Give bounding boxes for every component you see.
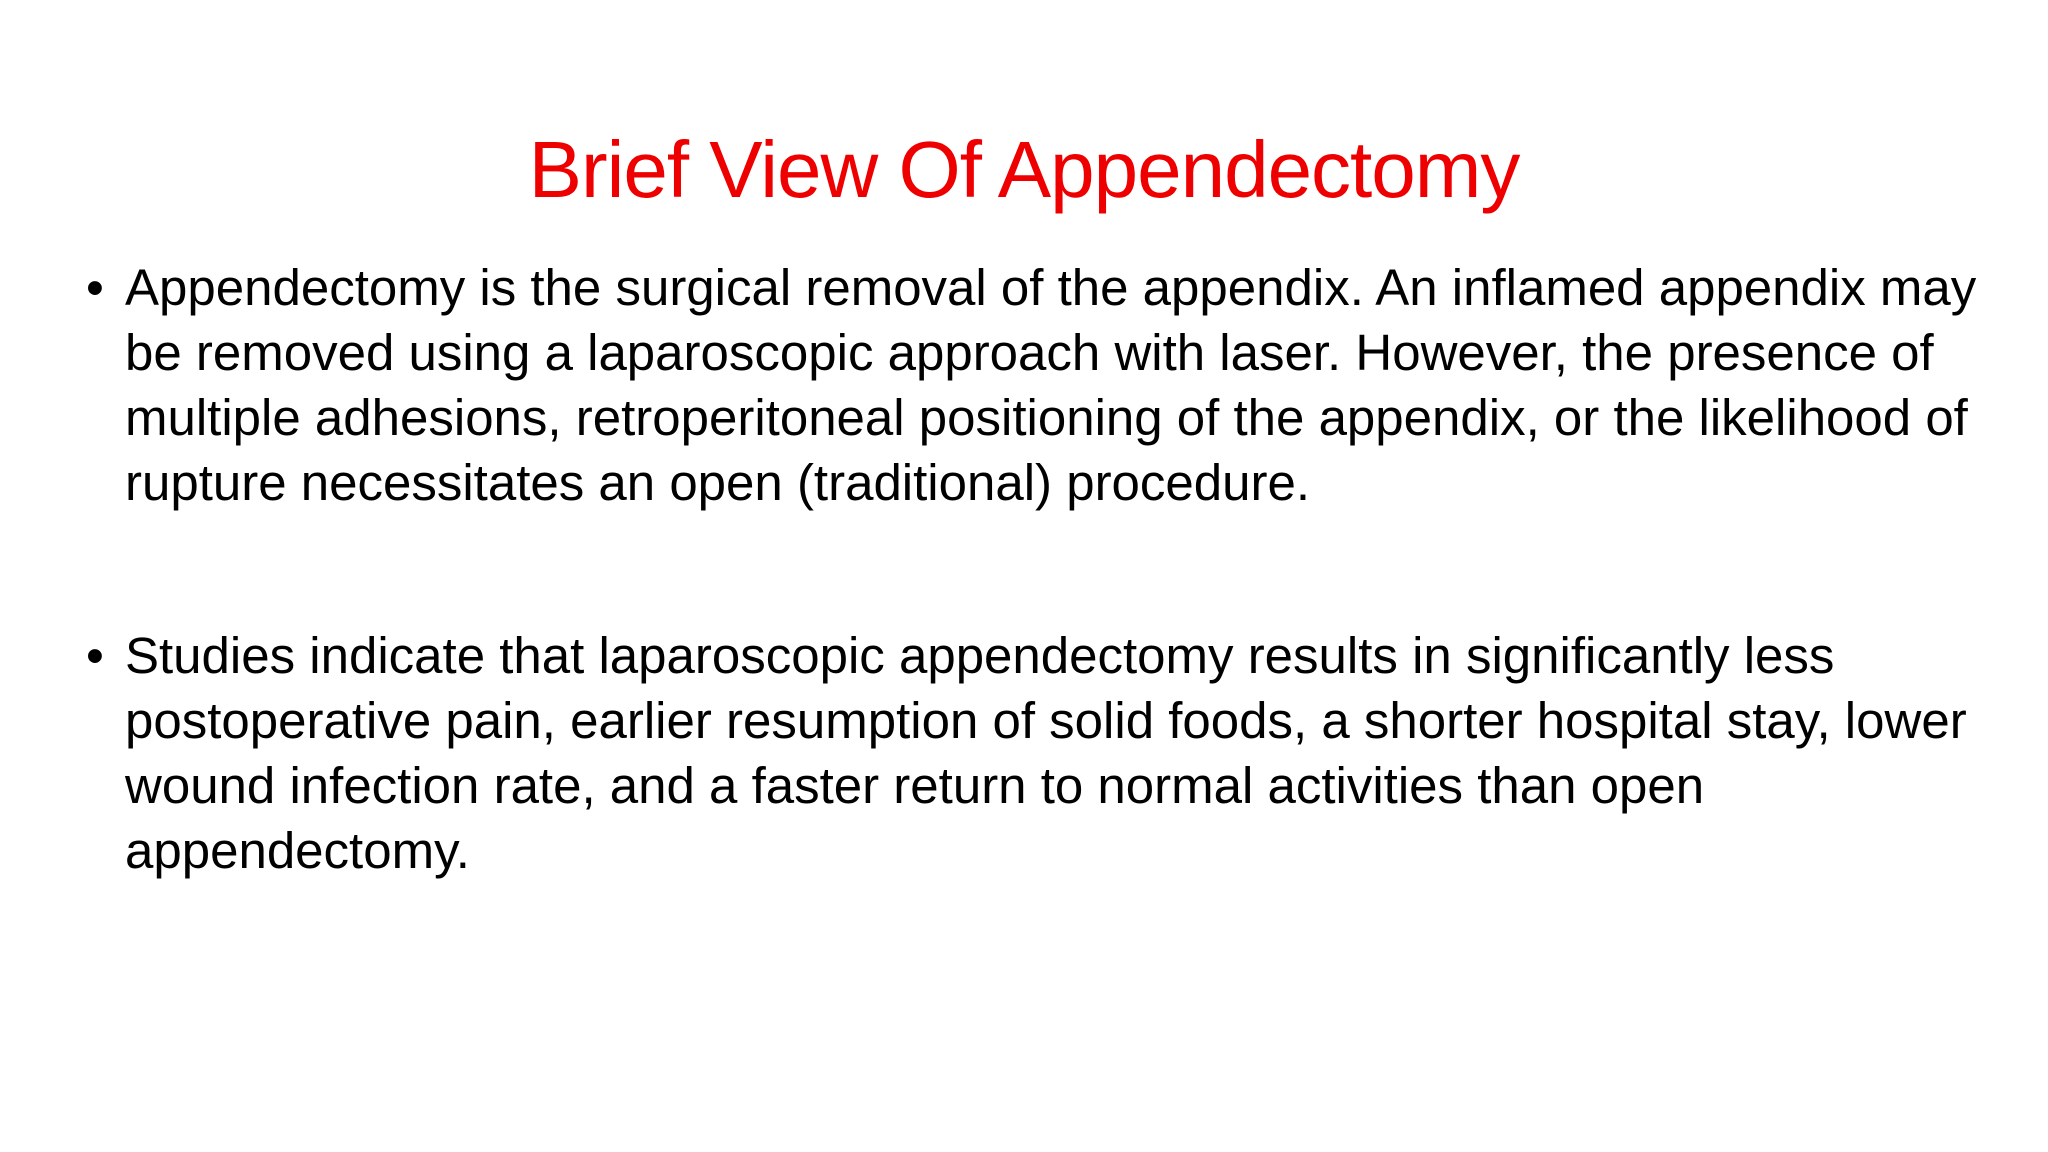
bullet-item	[82, 623, 1992, 883]
bullet-dot-icon: •	[86, 259, 104, 316]
bullet-text: Appendectomy is the surgical removal of the appendix. An inflamed appendix may be removed using a laparoscopic approach with laser. However, the presence of multiple adhesions, retroperitoneal positioning of the appendix, or the likelihood of rupture necessitates an open (traditional) procedure.	[125, 259, 1977, 511]
bullet-list	[82, 255, 1992, 991]
slide-title: Brief View Of Appendectomy	[528, 125, 1520, 214]
bullet-item	[82, 255, 1992, 515]
bullet-text: Studies indicate that laparoscopic appendectomy results in significantly less postoperative pain, earlier resumption of solid foods, a shorter hospital stay, lower wound infection rate, and a faster return to normal activities than open appendectomy.	[125, 627, 1967, 879]
bullet-dot-icon: •	[86, 627, 104, 684]
